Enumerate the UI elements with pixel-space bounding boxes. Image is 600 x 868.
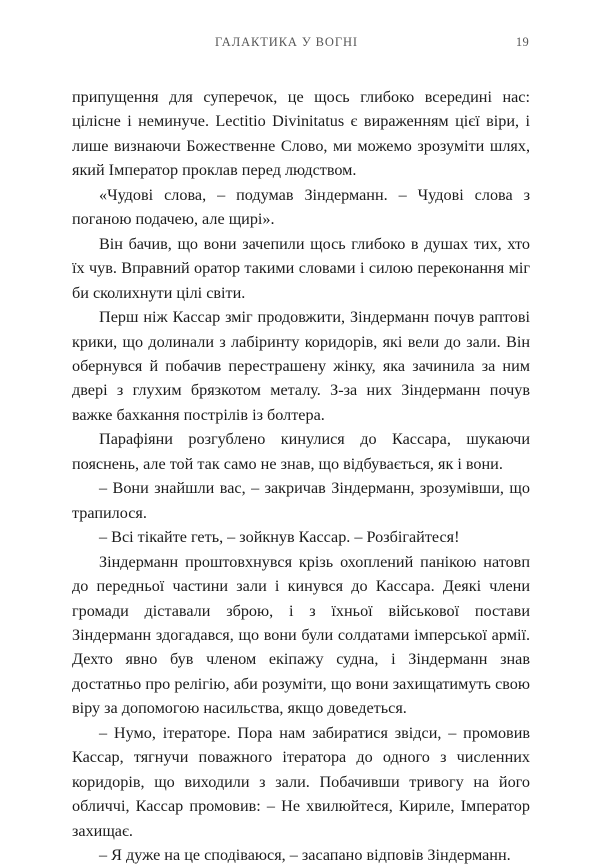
paragraph: припущення для суперечок, це щось глибоко всередині нас: цілісне і неминуче. Lectitio Divinitatus є вираженням цієї віри, і лише визнаючи Божественне Слово, ми можемо зрозуміти шлях, який Імператор проклав перед людством. xyxy=(72,88,530,180)
paragraph: Зіндерманн проштовхнувся крізь охоплений панікою натовп до передньої частини зали і кинувся до Кассара. Деякі члени громади діставали зброю, і з їхньої військової постави Зіндерманн здогадався, що вони були солдатами імперської армії. Дехто явно був членом екіпажу судна, і Зіндерманн знав достатньо про релігію, аби розуміти, що вони захищатимуть свою віру за допомогою насильства, якщо доведеться. xyxy=(72,552,530,718)
body-text xyxy=(72,85,530,868)
paragraph: – Всі тікайте геть, – зойкнув Кассар. – Розбігайтеся! xyxy=(99,528,460,547)
page-number: 19 xyxy=(515,35,529,49)
paragraph: «Чудові слова, – подумав Зіндерманн. – Чудові слова з поганою подачею, але щирі». xyxy=(72,185,530,229)
paragraph: Парафіяни розгублено кинулися до Кассара, шукаючи пояснень, але той так само не знав, що відбувається, як і вони. xyxy=(72,430,530,473)
running-header xyxy=(0,35,600,53)
paragraph: Перш ніж Кассар зміг продовжити, Зіндерманн почув раптові крики, що долинали з лабіринту коридорів, які вели до зали. Він обернувся й побачив перестрашену жінку, яка зачинила за ним двері з глухим брязкотом металу. З-за них Зіндерманн почув важке бахкання пострілів із болтера. xyxy=(72,308,530,424)
paragraph: – Вони знайшли вас, – закричав Зіндерманн, зрозумівши, що трапилося. xyxy=(72,479,530,522)
paragraph: – Нумо, ітераторе. Пора нам забиратися звідси, – промовив Кассар, тягнучи поважного ітератора до одного з численних коридорів, що виходили з зали. Побачивши тривогу на його обличчі, Кассар промовив: – Не хвилюйтеся, Кириле, Імператор захищає. xyxy=(72,723,530,840)
paragraph: Він бачив, що вони зачепили щось глибоко в душах тих, хто їх чув. Вправний оратор такими словами і силою переконання міг би сколихнути цілі світи. xyxy=(72,234,530,302)
paragraph: – Я дуже на це сподіваюся, – засапано відповів Зіндерманн. xyxy=(99,846,511,865)
book-title: ГАЛАКТИКА У ВОГНІ xyxy=(215,35,358,49)
